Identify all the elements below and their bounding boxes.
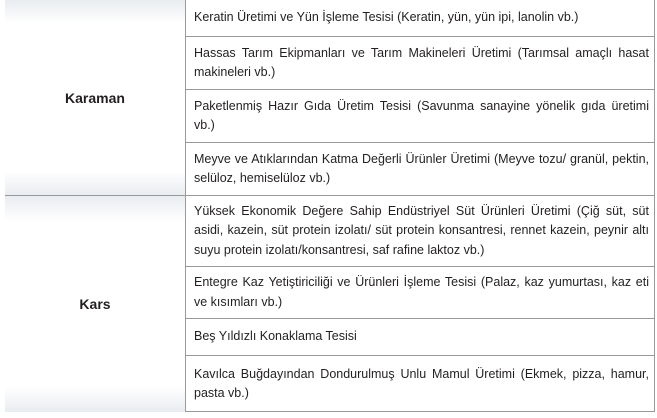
province-name: Kars — [79, 296, 111, 312]
project-text: Keratin Üretimi ve Yün İşleme Tesisi (Keratin, yün, yün ipi, lanolin vb.) — [194, 10, 579, 25]
province-group-karaman — [5, 0, 655, 195]
project-row — [186, 0, 655, 36]
project-text: Beş Yıldızlı Konaklama Tesisi — [194, 329, 357, 344]
project-text: Entegre Kaz Yetiştiriciliği ve Ürünleri İşleme Tesisi (Palaz, kaz yumurtası, kaz eti ve kısımları vb.) — [194, 275, 649, 309]
project-text: Kavılca Buğdayından Dondurulmuş Unlu Mamul Üretimi (Ekmek, pizza, hamur, pasta vb.) — [194, 366, 649, 400]
project-row — [186, 355, 655, 412]
investment-table — [5, 0, 655, 412]
project-text: Meyve ve Atıklarından Katma Değerli Ürünler Üretimi (Meyve tozu/ granül, pektin, selüloz, hemiselüloz vb.) — [194, 151, 649, 185]
province-cell — [5, 196, 186, 412]
project-row — [186, 89, 655, 142]
province-group-kars — [5, 196, 655, 412]
project-list — [186, 196, 655, 412]
project-row — [186, 142, 655, 195]
project-text: Yüksek Ekonomik Değere Sahip Endüstriyel Süt Ürünleri Üretimi (Çiğ süt, süt asidi, kazein, süt protein izolatı/ süt protein konsantresi, rennet kazein, peynir altı suyu protein izolatı/konsantresi, saf rafine laktoz vb.) — [194, 203, 649, 257]
project-row — [186, 36, 655, 89]
project-row — [186, 266, 655, 318]
project-list — [186, 0, 655, 195]
project-text: Hassas Tarım Ekipmanları ve Tarım Makineleri Üretimi (Tarımsal amaçlı hasat makineleri vb.) — [194, 45, 649, 79]
project-text: Paketlenmiş Hazır Gıda Üretim Tesisi (Savunma sanayine yönelik gıda üretimi vb.) — [194, 98, 649, 132]
province-name: Karaman — [65, 89, 125, 106]
province-cell — [5, 0, 186, 195]
project-row — [186, 318, 655, 355]
project-row — [186, 196, 655, 266]
